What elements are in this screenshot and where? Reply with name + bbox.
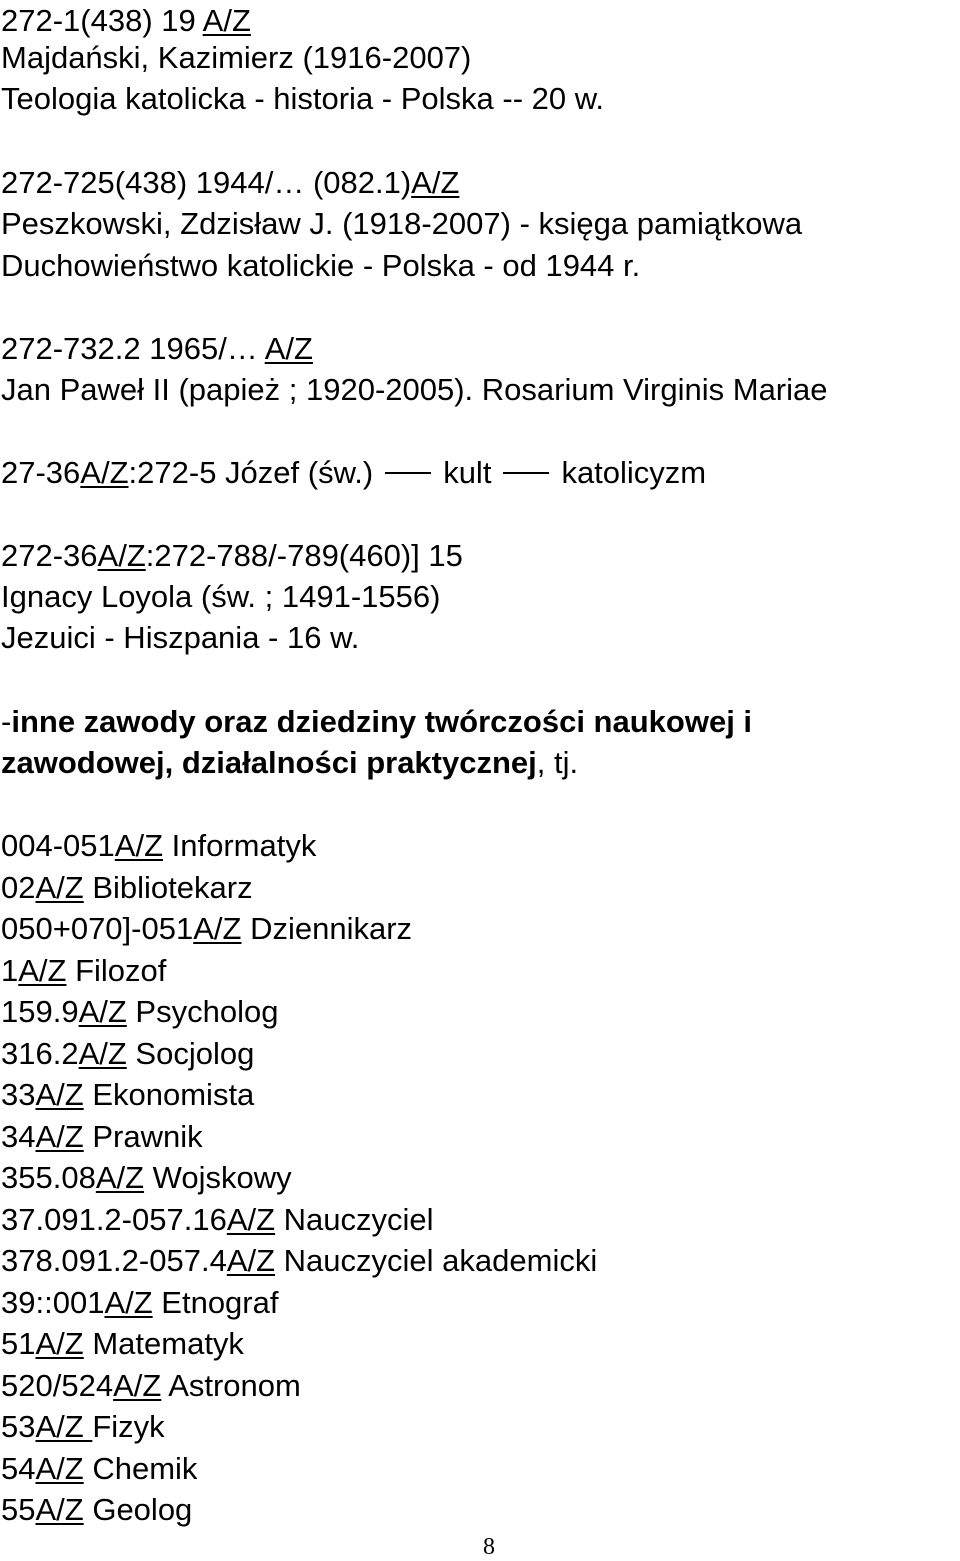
entry-1-author: Majdański, Kazimierz (1916-2007) bbox=[1, 40, 472, 75]
entry-3-classification bbox=[1, 328, 313, 370]
section-bold-1: inne zawody oraz dziedziny twórczości naukowej i bbox=[11, 704, 753, 739]
entry-4-kult: kult bbox=[443, 455, 492, 490]
entry-5-person: Ignacy Loyola (św. ; 1491-1556) bbox=[1, 579, 441, 614]
entry-1-subject: Teologia katolicka - historia - Polska -- 20 w. bbox=[1, 81, 605, 116]
profession-az: A/Z bbox=[35, 1451, 84, 1486]
entry-2-code: 272-725(438) 1944/… (082.1) bbox=[1, 165, 412, 200]
profession-az: A/Z bbox=[35, 1492, 84, 1527]
section-heading-line-2 bbox=[1, 742, 578, 784]
profession-code: 159.9 bbox=[1, 994, 79, 1029]
profession-item bbox=[1, 1489, 192, 1531]
profession-az: A/Z bbox=[226, 1243, 276, 1278]
entry-5-prefix: 272-36 bbox=[1, 538, 98, 573]
profession-az: A/Z bbox=[104, 1285, 153, 1320]
em-dash bbox=[503, 472, 549, 474]
profession-name: Astronom bbox=[161, 1368, 301, 1403]
entry-5-rest: :272-788/-789(460)] 15 bbox=[145, 538, 463, 573]
profession-item bbox=[1, 825, 316, 867]
profession-az: A/Z bbox=[35, 1409, 93, 1444]
profession-item bbox=[1, 1240, 597, 1282]
entry-4-rest: :272-5 Józef (św.) bbox=[128, 455, 374, 490]
profession-az: A/Z bbox=[113, 1368, 162, 1403]
profession-item bbox=[1, 1365, 301, 1407]
profession-code: 53 bbox=[1, 1409, 36, 1444]
entry-2-az: A/Z bbox=[411, 165, 460, 200]
profession-name: Dziennikarz bbox=[241, 911, 413, 946]
profession-item bbox=[1, 1282, 278, 1324]
profession-code: 378.091.2-057.4 bbox=[1, 1243, 227, 1278]
profession-az: A/Z bbox=[35, 870, 84, 905]
entry-2-title: Peszkowski, Zdzisław J. (1918-2007) - księga pamiątkowa bbox=[1, 206, 803, 241]
profession-code: 39::001 bbox=[1, 1285, 105, 1320]
profession-code: 050+070]-051 bbox=[1, 911, 194, 946]
profession-item bbox=[1, 991, 278, 1033]
entry-1-classification bbox=[1, 0, 251, 42]
profession-name: Geolog bbox=[83, 1492, 193, 1527]
section-tail: , tj. bbox=[536, 745, 579, 780]
entry-2-classification bbox=[1, 162, 459, 204]
profession-item bbox=[1, 1116, 203, 1158]
profession-az: A/Z bbox=[78, 994, 127, 1029]
profession-item bbox=[1, 1448, 197, 1490]
profession-item bbox=[1, 1199, 434, 1241]
entry-4-prefix: 27-36 bbox=[1, 455, 81, 490]
entry-4-az: A/Z bbox=[80, 455, 129, 490]
profession-name: Wojskowy bbox=[144, 1160, 292, 1195]
profession-code: 02 bbox=[1, 870, 36, 905]
profession-az: A/Z bbox=[35, 1119, 84, 1154]
profession-name: Informatyk bbox=[163, 828, 317, 863]
profession-az: A/Z bbox=[18, 953, 67, 988]
page-number: 8 bbox=[483, 1534, 495, 1560]
profession-name: Nauczyciel akademicki bbox=[275, 1243, 598, 1278]
profession-name: Prawnik bbox=[83, 1119, 203, 1154]
profession-code: 1 bbox=[1, 953, 19, 988]
profession-code: 004-051 bbox=[1, 828, 115, 863]
entry-4-katolicyzm: katolicyzm bbox=[561, 455, 707, 490]
profession-code: 37.091.2-057.16 bbox=[1, 1202, 227, 1237]
section-bold-2: zawodowej, działalności praktycznej bbox=[1, 745, 537, 780]
entry-1-code: 272-1(438) 19 bbox=[1, 3, 203, 38]
profession-code: 34 bbox=[1, 1119, 36, 1154]
profession-item bbox=[1, 1406, 165, 1448]
profession-name: Socjolog bbox=[126, 1036, 255, 1071]
profession-name: Psycholog bbox=[126, 994, 279, 1029]
profession-name: Filozof bbox=[66, 953, 167, 988]
profession-item bbox=[1, 1074, 254, 1116]
profession-item bbox=[1, 908, 412, 950]
entry-5-subject: Jezuici - Hiszpania - 16 w. bbox=[1, 620, 360, 655]
profession-item bbox=[1, 950, 166, 992]
entry-3-az: A/Z bbox=[264, 331, 313, 366]
profession-name: Matematyk bbox=[83, 1326, 244, 1361]
profession-code: 316.2 bbox=[1, 1036, 79, 1071]
profession-name: Etnograf bbox=[152, 1285, 279, 1320]
section-dash: - bbox=[1, 704, 12, 739]
profession-code: 520/524 bbox=[1, 1368, 114, 1403]
profession-item bbox=[1, 867, 253, 909]
entry-2-subject: Duchowieństwo katolickie - Polska - od 1944 r. bbox=[1, 248, 641, 283]
entry-1-az: A/Z bbox=[202, 3, 251, 38]
profession-item bbox=[1, 1033, 254, 1075]
entry-3-code: 272-732.2 1965/… bbox=[1, 331, 265, 366]
profession-item bbox=[1, 1323, 244, 1365]
profession-code: 55 bbox=[1, 1492, 36, 1527]
entry-5-classification bbox=[1, 535, 463, 577]
profession-az: A/Z bbox=[35, 1326, 84, 1361]
profession-name: Chemik bbox=[83, 1451, 198, 1486]
profession-name: Ekonomista bbox=[83, 1077, 255, 1112]
entry-4-classification bbox=[1, 452, 706, 494]
em-dash bbox=[385, 472, 431, 474]
profession-code: 33 bbox=[1, 1077, 36, 1112]
profession-az: A/Z bbox=[193, 911, 242, 946]
entry-3-title: Jan Paweł II (papież ; 1920-2005). Rosarium Virginis Mariae bbox=[1, 372, 828, 407]
entry-5-az: A/Z bbox=[97, 538, 146, 573]
profession-code: 51 bbox=[1, 1326, 36, 1361]
profession-az: A/Z bbox=[78, 1036, 127, 1071]
profession-az: A/Z bbox=[114, 828, 164, 863]
profession-name: Nauczyciel bbox=[275, 1202, 434, 1237]
section-heading-line-1 bbox=[1, 701, 752, 743]
profession-code: 54 bbox=[1, 1451, 36, 1486]
profession-az: A/Z bbox=[226, 1202, 276, 1237]
profession-name: Bibliotekarz bbox=[83, 870, 253, 905]
profession-az: A/Z bbox=[95, 1160, 145, 1195]
profession-item bbox=[1, 1157, 292, 1199]
profession-name: Fizyk bbox=[92, 1409, 165, 1444]
profession-az: A/Z bbox=[35, 1077, 84, 1112]
profession-code: 355.08 bbox=[1, 1160, 96, 1195]
